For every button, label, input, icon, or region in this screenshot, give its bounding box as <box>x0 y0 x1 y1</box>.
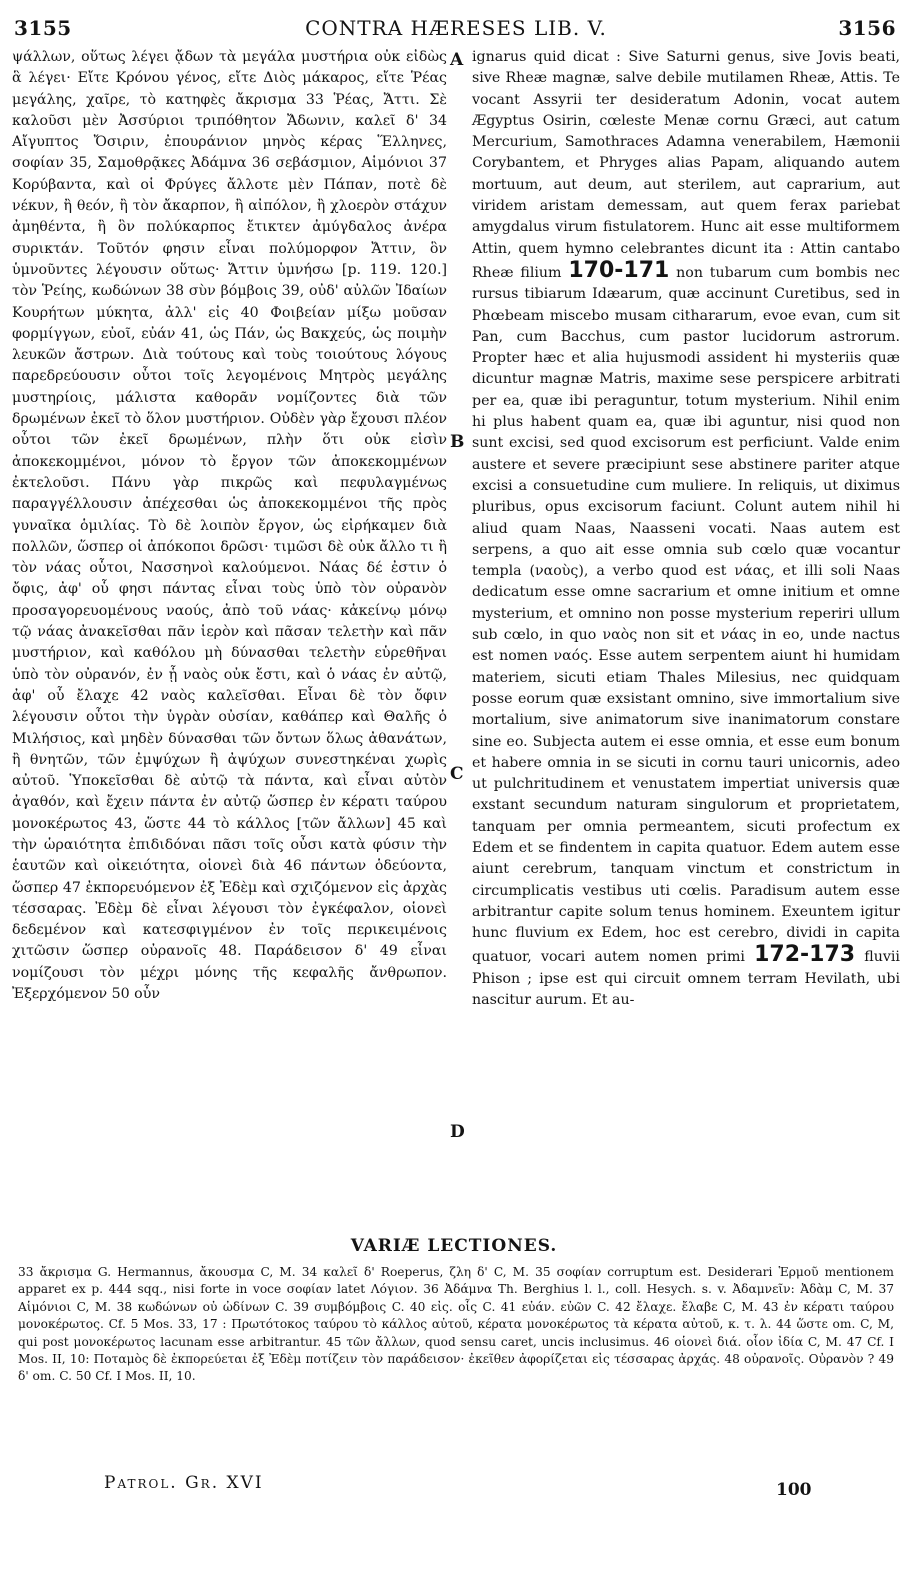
latin-text-part-1: ignarus quid dicat : Sive Saturni genus, sive Jovis beati, sive Rheæ magnæ, salve debile mutilamen Rheæ, Attis. Te vocant Assyrii ter desideratum Adonin, vocat autem Ægyptus Osirin, cœleste Menæ cornu Græci, aut catum Mercurium, Samothraces Adamna venerabilem, Hæmonii Corybantem, et Phryges alias Papam, aliquando autem mortuum, aut deum, aut sterilem, aut caprarium, aut viridem aristam demessam, aut quem ferax pariebat amygdalus virum fistulatorem. Hunc ait esse multiformem Attin, quem hymno celebrantes dicunt ita : Attin cantabo Rheæ filium <box>472 49 900 281</box>
running-title: CONTRA HÆRESES LIB. V. <box>305 16 607 40</box>
latin-text-part-3: fluvii Phison ; ipse est qui circuit omnem terram Hevilath, ubi nascitur aurum. Et au- <box>472 949 900 1009</box>
margin-letter-c: C <box>450 764 464 784</box>
greek-text: ψάλλων, οὕτως λέγει ᾄδων τὰ μεγάλα μυστήρια οὐκ εἰδὼς ἃ λέγει· Εἴτε Κρόνου γένος, εἴτε Διὸς μάκαρος, εἴτε Ῥέας μεγάλης, χαῖρε, τὸ κατηφὲς ἄκρισμα 33 Ῥέας, Ἄττι. Σὲ καλοῦσι μὲν Ἀσσύριοι τριπόθητον Ἄδωνιν, καλεῖ δ' 34 Αἴγυπτος Ὄσιριν, ἐπουράνιον μηνὸς κέρας Ἕλληνες, σοφίαν 35, Σαμοθρᾷκες Ἀδάμνα 36 σεβάσμιον, Αἱμόνιοι 37 Κορύβαντα, καὶ οἱ Φρύγες ἄλλοτε μὲν Πάπαν, ποτὲ δὲ νέκυν, ἢ θεόν, ἢ τὸν ἄκαρπον, ἢ αἰπόλον, ἢ χλοερὸν στάχυν ἀμηθέντα, ἢ ὃν πολύκαρπος ἔτικτεν ἀμύγδαλος ἀνέρα συρικτάν. Τοῦτόν φησιν εἶναι πολύμορφον Ἄττιν, ὃν ὑμνοῦντες λέγουσιν οὕτως· Ἄττιν ὑμνήσω [p. 119. 120.] τὸν Ῥείης, κωδώνων 38 σὺν βόμβοις 39, οὐδ' αὐλῶν Ἰδαίων Κουρήτων μύκητα, ἀλλ' εἰς 40 Φοιβείαν μίξω μοῦσαν φορμίγγων, εὐοῖ, εὐάν 41, ὡς Πάν, ὡς Βακχεύς, ὡς ποιμὴν λευκῶν ἄστρων. Διὰ τούτους καὶ τοὺς τοιούτους λόγους παρεδρεύουσιν οὗτοι τοῖς λεγομένοις Μητρὸς μεγάλης μυστηρίοις, μάλιστα καθορᾶν νομίζοντες διὰ τῶν δρωμένων ἐκεῖ τὸ ὅλον μυστήριον. Οὐδὲν γὰρ ἔχουσι πλέον οὗτοι τῶν ἐκεῖ δρωμένων, πλὴν ὅτι οὐκ εἰσὶν ἀποκεκομμένοι, μόνον τὸ ἔργον τῶν ἀποκεκομμένων ἐκτελοῦσι. Πάνυ γὰρ πικρῶς καὶ πεφυλαγμένως παραγγέλλουσιν ἀπέχεσθαι ὡς ἀποκεκομμένοι τῆς πρὸς γυναῖκα ὁμιλίας. Τὸ δὲ λοιπὸν ἔργον, ὡς εἰρήκαμεν διὰ πολλῶν, ὥσπερ οἱ ἀπόκοποι δρῶσι· τιμῶσι δὲ οὐκ ἄλλο τι ἢ τὸν νάας οὗτοι, Νασσηνοὶ καλούμενοι. Νάας δέ ἐστιν ὁ ὄφις, ἀφ' οὗ φησι πάντας εἶναι τοὺς ὑπὸ τὸν οὐρανὸν προσαγορευομένους ναούς, ἀπὸ τοῦ νάας· κἀκείνῳ μόνῳ τῷ νάας ἀνακεῖσθαι πᾶν ἱερὸν καὶ πᾶσαν τελετὴν καὶ πᾶν μυστήριον, καὶ καθόλου μὴ δύνασθαι τελετὴν εὑρεθῆναι ὑπὸ τὸν οὐρανόν, ἐν ᾗ ναὸς οὐκ ἔστι, καὶ ὁ νάας ἐν αὐτῷ, ἀφ' οὗ ἔλαχε 42 ναὸς καλεῖσθαι. Εἶναι δὲ τὸν ὄφιν λέγουσιν οὗτοι τὴν ὑγρὰν οὐσίαν, καθάπερ καὶ Θαλῆς ὁ Μιλήσιος, καὶ μηδὲν δύνασθαι τῶν ὄντων ὅλως ἀθανάτων, ἢ θνητῶν, τῶν ἐμψύχων ἢ ἀψύχων συνεστηκέναι χωρὶς αὐτοῦ. Ὑποκεῖσθαι δὲ αὐτῷ τὰ πάντα, καὶ εἶναι αὐτὸν ἀγαθόν, καὶ ἔχειν πάντα ἐν αὐτῷ ὥσπερ ἐν κέρατι ταύρου μονοκέρωτος 43, ὥστε 44 τὸ κάλλος [τῶν ἄλλων] 45 καὶ τὴν ὡραιότητα ἐπιδιδόναι πᾶσι τοῖς οὖσι κατὰ φύσιν τὴν ἑαυτῶν καὶ οἰκειότητα, οἱονεὶ διὰ 46 πάντων ὁδεύοντα, ὥσπερ 47 ἐκπορευόμενον ἐξ Ἐδὲμ καὶ σχιζόμενον εἰς ἀρχὰς τέσσαρας. Ἐδὲμ δὲ εἶναι λέγουσι τὸν ἐγκέφαλον, οἱονεὶ δεδεμένον καὶ κατεσφιγμένον ἐν τοῖς περικειμένοις χιτῶσιν ὥσπερ οὐρανοῖς 48. Παράδεισον δ' 49 εἶναι νομίζουσι τὸν μέχρι μόνης τῆς κεφαλῆς ἄνθρωπον. Ἐξερχόμενον 50 οὖν <box>12 49 447 1003</box>
page-header <box>12 14 900 44</box>
margin-letter-d: D <box>450 1122 465 1142</box>
right-page-number: 3156 <box>838 16 896 40</box>
column-marker-172-173: 172-173 <box>754 942 856 968</box>
greek-column <box>12 47 447 1005</box>
latin-text-part-2: non tubarum cum bombis nec rursus tibiarum Idæarum, quæ accinunt Curetibus, sed in Phœbeam miscebo musam cithararum, evoe evan, cum sit Pan, cum Bacchus, cum pastor lucidorum astrorum. Propter hæc et alia hujusmodi assident hi mysteriis quæ dicuntur magnæ Matris, maxime sese perspicere arbitrati per ea, quæ ibi peraguntur, totum mysterium. Nihil enim hi plus habent quam ea, quæ ibi aguntur, nisi quod non sunt excisi, sed quod excisorum est perficiunt. Valde enim austere et severe præcipiunt sese abstinere pariter atque excisi a consuetudine cum muliere. In reliquis, ut diximus pluribus, opus excisorum faciunt. Colunt autem nihil hi aliud quam Naas, Naasseni vocati. Naas autem est serpens, a quo ait esse omnia sub cœlo quæ vocantur templa (ναοὺς), a verbo quod est νάας, et illi soli Naas dedicatum esse omne sacrarium et omne initium et omne mysterium, et omnino non posse mysterium reperiri ullum sub cœlo, in quo ναὸς non sit et νάας in eo, unde nactus est nomen ναός. Esse autem serpentem aiunt hi humidam materiem, sicuti etiam Thales Milesius, nec quidquam posse eorum quæ exsistant omnino, sive immortalium sive mortalium, sive animatorum sive inanimatorum constare sine eo. Subjecta autem ei esse omnia, et esse eum bonum et habere omnia in se sicuti in cornu tauri unicornis, adeo ut pulchritudinem et venustatem impertiat universis quæ exstant secundum naturam singulorum et proprietatem, tanquam per omnia permeantem, sicuti profectum ex Edem et se findentem in capita quatuor. Edem autem esse aiunt cerebrum, tanquam vinctum et constrictum in circumplicatis vestibus uti cœlis. Paradisum autem esse arbitrantur capite solum tenus hominem. Exeuntem igitur hunc fluvium ex Edem, hoc est cerebro, dividi in capita quatuor, vocari autem nomen primi <box>472 264 900 966</box>
footer-signature: Patrol. Gr. XVI <box>104 1473 264 1493</box>
margin-letter-a: A <box>450 50 464 70</box>
column-marker-170-171: 170-171 <box>568 257 670 283</box>
margin-letter-b: B <box>450 432 465 452</box>
left-page-number: 3155 <box>14 16 72 40</box>
variae-lectiones-notes <box>18 1264 894 1386</box>
variae-text: 33 ἄκρισμα G. Hermannus, ἄκουσμα C, M. 34 καλεῖ δ' Roeperus, ζλη δ' C, M. 35 σοφίαν corruptum est. Desiderari Ἑρμοῦ mentionem apparet ex p. 444 sqq., nisi forte in voce σοφίαν latet Λόγιον. 36 Ἀδάμνα Th. Berghius l. l., coll. Hesych. s. v. Ἀδαμνεῖν: Ἀδὰμ C, M. 37 Αἱμόνιοι C, M. 38 κωδώνων οὐ ὠδίνων C. 39 συμβόμβοις C. 40 εἰς. οἷς C. 41 εὐάν. εὐῶν C. 42 ἔλαχε. ἔλαβε C, M. 43 ἐν κέρατι ταύρου μονοκέρωτος. Cf. 5 Mos. 33, 17 : Πρωτότοκος ταύρου τὸ κάλλος αὐτοῦ, κέρατα μονοκέρωτος τὰ κέρατα αὐτοῦ, κ. τ. λ. 44 ὥστε om. C, M, qui post μονοκέρωτος lacunam esse arbitrantur. 45 τῶν ἄλλων, quod sensu caret, uncis inclusimus. 46 οἱονεὶ διά. οἷον ἰδία C, M. 47 Cf. I Mos. II, 10: Ποταμὸς δὲ ἐκπορεύεται ἐξ Ἐδὲμ ποτίζειν τὸν παράδεισον· ἐκεῖθεν ἀφορίζεται εἰς τέσσαρας ἀρχάς. 48 οὐρανοῖς. Οὐρανὸν ? 49 δ' om. C. 50 Cf. I Mos. II, 10. <box>18 1265 894 1384</box>
latin-column <box>472 47 900 1011</box>
variae-lectiones-title: VARIÆ LECTIONES. <box>350 1236 558 1256</box>
footer-sheet-number: 100 <box>776 1480 812 1500</box>
